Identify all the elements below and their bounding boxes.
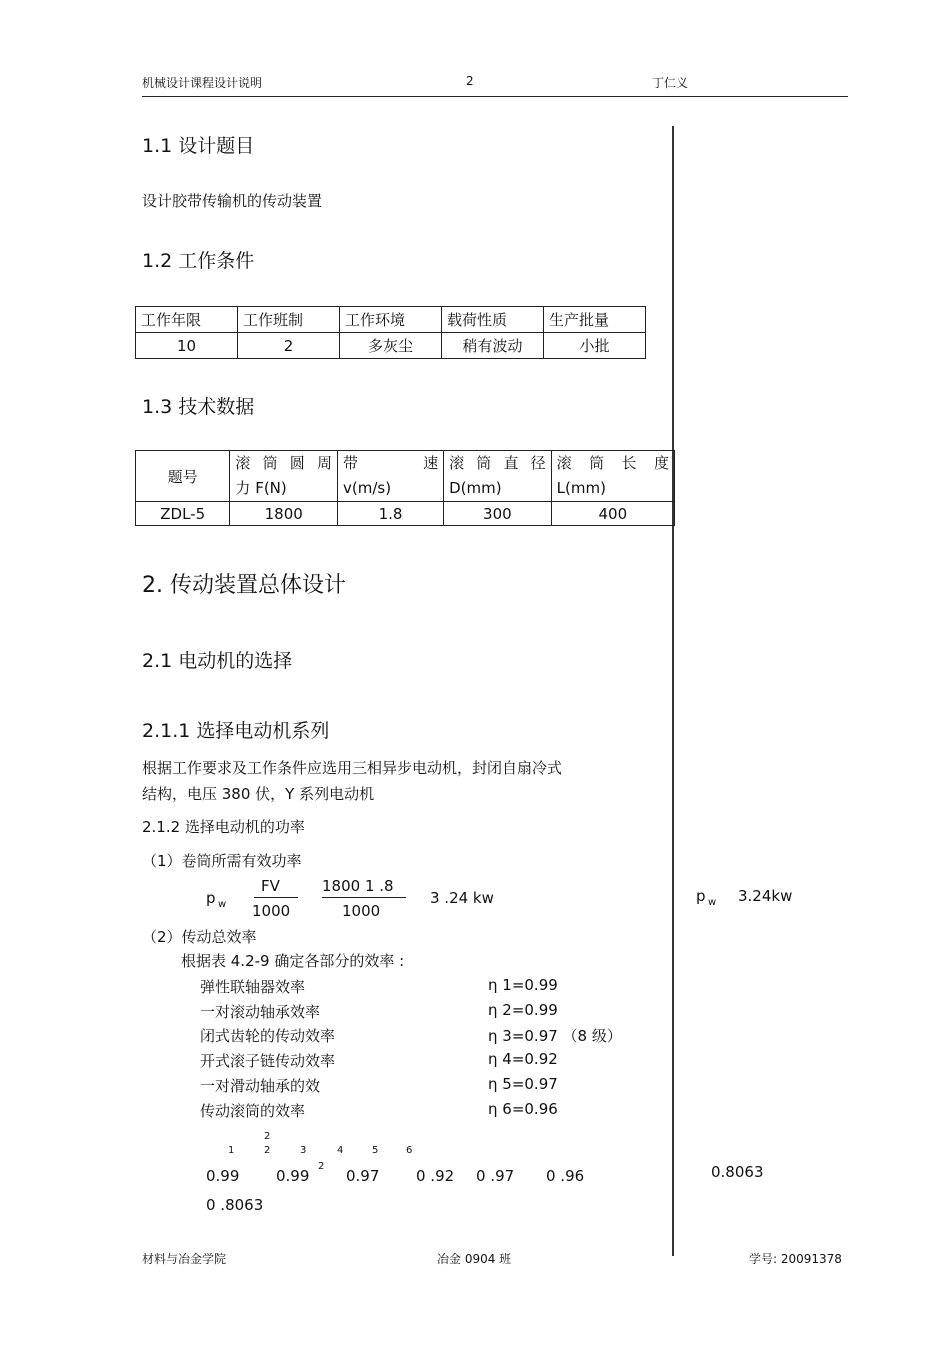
footer-center: 冶金 0904 班 xyxy=(437,1252,512,1266)
side-power-value: 3.24kw xyxy=(738,887,793,905)
fraction-2-numerator: 1800 1 .8 xyxy=(322,877,394,895)
efficiency-basis: 根据表 4.2-9 确定各部分的效率 : xyxy=(181,952,405,970)
table-cell: 1.8 xyxy=(338,502,444,526)
fraction-1-numerator: FV xyxy=(261,877,280,895)
table-header-cell: 载荷性质 xyxy=(442,307,544,333)
table-cell: ZDL-5 xyxy=(136,502,230,526)
efficiency-value: η 6=0.96 xyxy=(488,1100,558,1118)
fraction-1-denominator: 1000 xyxy=(252,902,291,920)
efficiency-value: η 2=0.99 xyxy=(488,1001,558,1019)
table-header-cell: 工作年限 xyxy=(136,307,238,333)
table-header-cell: 滚 筒 长 度 L(mm) xyxy=(551,451,674,502)
efficiency-value: η 5=0.97 xyxy=(488,1075,558,1093)
table-header-cell: 题号 xyxy=(136,451,230,502)
footer-right: 学号: 20091378 xyxy=(749,1252,842,1266)
table-cell: 多灰尘 xyxy=(340,333,442,359)
power-result: 3 .24 kw xyxy=(430,889,494,907)
efficiency-name: 一对滑动轴承的效 xyxy=(200,1077,321,1095)
table-cell: 400 xyxy=(551,502,674,526)
table-header-cell: 带 速 v(m/s) xyxy=(338,451,444,502)
footer-left: 材料与冶金学院 xyxy=(142,1252,227,1266)
table-header-cell: 生产批量 xyxy=(544,307,646,333)
eta-index: 2 xyxy=(264,1145,271,1156)
table-cell: 稍有波动 xyxy=(442,333,544,359)
total-efficiency: 0 .8063 xyxy=(206,1196,264,1214)
section-1-2-title: 1.2 工作条件 xyxy=(142,250,255,272)
header-left: 机械设计课程设计说明 xyxy=(142,76,263,90)
section-2-1-title: 2.1 电动机的选择 xyxy=(142,650,293,672)
section-2-title: 2. 传动装置总体设计 xyxy=(142,573,346,598)
item-2-label: （2）传动总效率 xyxy=(142,928,257,946)
product-term: 0 .97 xyxy=(476,1167,515,1185)
fraction-2-denominator: 1000 xyxy=(342,902,381,920)
table-header-cell: 滚 筒 圆 周 力 F(N) xyxy=(230,451,338,502)
section-2-1-1-title: 2.1.1 选择电动机系列 xyxy=(142,720,330,742)
product-term: 0.99 xyxy=(276,1167,310,1185)
pw-subscript: w xyxy=(218,899,227,910)
product-term: 0 .96 xyxy=(546,1167,585,1185)
section-2-1-2-title: 2.1.2 选择电动机的功率 xyxy=(142,818,305,836)
side-total-efficiency: 0.8063 xyxy=(711,1163,764,1181)
efficiency-value: η 1=0.99 xyxy=(488,976,558,994)
section-1-3-title: 1.3 技术数据 xyxy=(142,396,255,418)
efficiency-name: 传动滚筒的效率 xyxy=(200,1102,306,1120)
header-page-number: 2 xyxy=(466,74,474,88)
side-pw-subscript: w xyxy=(708,897,717,908)
efficiency-value: η 3=0.97 （8 级） xyxy=(488,1027,622,1045)
table-header-cell: 滚 筒 直 径 D(mm) xyxy=(444,451,552,502)
header-right: 丁仁义 xyxy=(652,76,689,90)
efficiency-name: 闭式齿轮的传动效率 xyxy=(200,1027,336,1045)
efficiency-name: 一对滚动轴承效率 xyxy=(200,1003,321,1021)
product-term: 0.99 xyxy=(206,1167,240,1185)
fraction-2-bar xyxy=(322,897,406,898)
eta-index: 3 xyxy=(300,1145,307,1156)
table-cell: 300 xyxy=(444,502,552,526)
product-term: 0 .92 xyxy=(416,1167,455,1185)
eta-index: 1 xyxy=(228,1145,235,1156)
work-conditions-table xyxy=(135,306,646,359)
product-superscript: 2 xyxy=(318,1161,325,1172)
table-cell: 1800 xyxy=(230,502,338,526)
table-header-cell: 工作班制 xyxy=(238,307,340,333)
table-cell: 10 xyxy=(136,333,238,359)
fraction-1-bar xyxy=(254,897,298,898)
eta-index: 5 xyxy=(372,1145,379,1156)
header-divider xyxy=(142,96,848,97)
pw-symbol: p xyxy=(206,889,216,907)
eta-index: 6 xyxy=(406,1145,413,1156)
table-cell: 小批 xyxy=(544,333,646,359)
efficiency-name: 弹性联轴器效率 xyxy=(200,978,306,996)
eta-superscript: 2 xyxy=(264,1131,271,1142)
efficiency-value: η 4=0.92 xyxy=(488,1050,558,1068)
motor-series-line-2: 结构，电压 380 伏，Y 系列电动机 xyxy=(142,785,375,803)
section-1-1-title: 1.1 设计题目 xyxy=(142,135,255,157)
table-cell: 2 xyxy=(238,333,340,359)
side-pw-symbol: p xyxy=(696,887,706,905)
efficiency-name: 开式滚子链传动效率 xyxy=(200,1052,336,1070)
motor-series-line-1: 根据工作要求及工作条件应选用三相异步电动机，封闭自扇冷式 xyxy=(142,759,563,777)
table-header-cell: 工作环境 xyxy=(340,307,442,333)
section-1-1-text: 设计胶带传输机的传动装置 xyxy=(142,192,323,210)
product-term: 0.97 xyxy=(346,1167,380,1185)
margin-rule xyxy=(672,126,674,1256)
eta-index: 4 xyxy=(337,1145,344,1156)
item-1-label: （1）卷筒所需有效功率 xyxy=(142,852,302,870)
technical-data-table xyxy=(135,450,675,526)
